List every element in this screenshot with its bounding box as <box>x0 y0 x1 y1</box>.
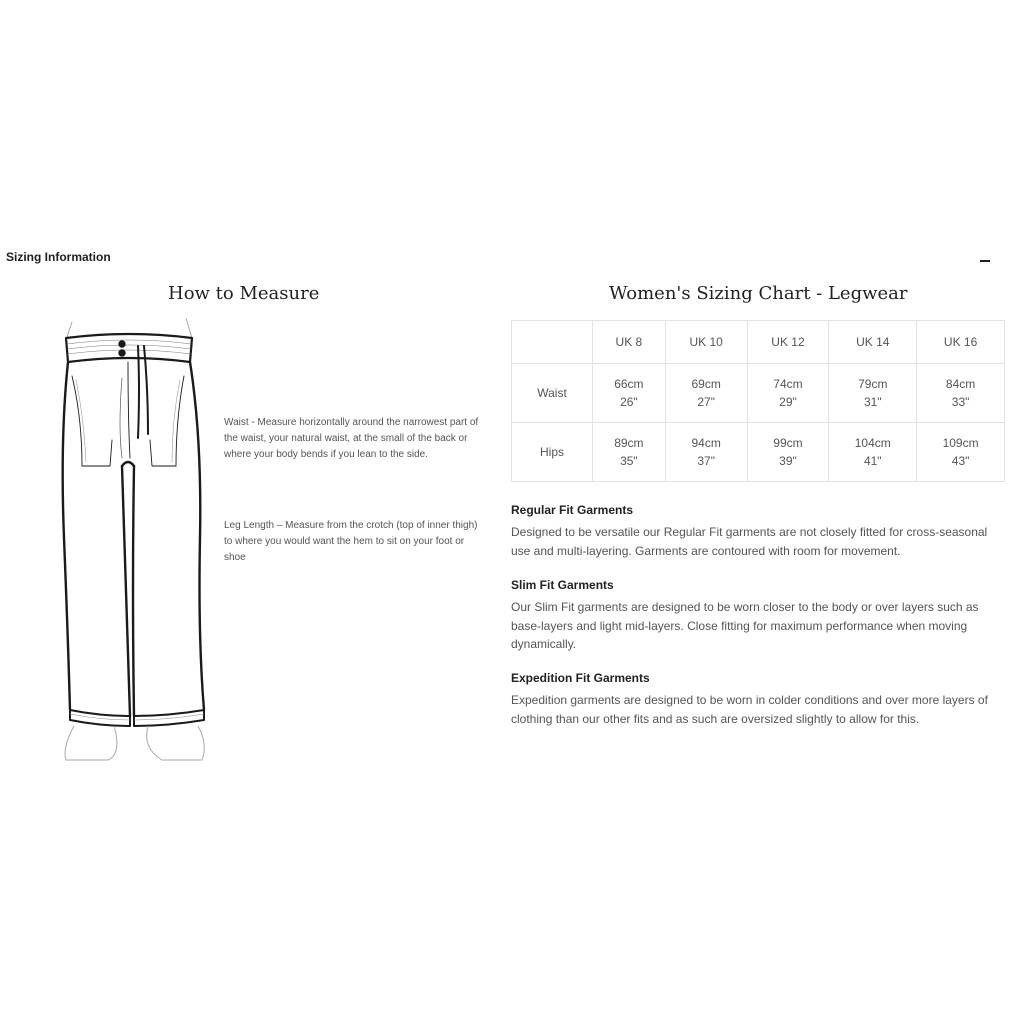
sizing-accordion-header[interactable] <box>6 250 1006 268</box>
accordion-title: Sizing Information <box>6 250 111 264</box>
table-corner-cell <box>512 321 593 364</box>
table-cell: 66cm 26" <box>593 364 666 423</box>
slim-fit-section <box>511 578 1006 654</box>
table-row-waist <box>512 364 1005 423</box>
leg-length-measure-note: Leg Length – Measure from the crotch (top of inner thigh) to where you would want the hem to sit on your foot or shoe <box>224 520 478 563</box>
slim-fit-text: Our Slim Fit garments are designed to be worn closer to the body or over layers such as base-layers and light mid-layers. Close fitting for maximum performance when moving dynamically. <box>511 600 979 651</box>
table-cell: 109cm 43" <box>917 423 1005 482</box>
regular-fit-section <box>511 503 1006 560</box>
size-header: UK 14 <box>829 321 917 364</box>
sizing-chart-heading: Women's Sizing Chart - Legwear <box>609 283 908 304</box>
table-cell: 74cm 29" <box>747 364 829 423</box>
regular-fit-text: Designed to be versatile our Regular Fit garments are not closely fitted for cross-seasonal use and multi-layering. Garments are contoured with room for movement. <box>511 525 988 558</box>
size-header: UK 10 <box>665 321 747 364</box>
row-label: Waist <box>512 364 593 423</box>
table-cell: 69cm 27" <box>665 364 747 423</box>
table-cell: 99cm 39" <box>747 423 829 482</box>
sizing-table <box>511 320 1005 482</box>
table-row-hips <box>512 423 1005 482</box>
table-cell: 84cm 33" <box>917 364 1005 423</box>
size-header: UK 16 <box>917 321 1005 364</box>
collapse-minus-icon[interactable] <box>978 250 994 268</box>
table-cell: 94cm 37" <box>665 423 747 482</box>
table-cell: 79cm 31" <box>829 364 917 423</box>
how-to-measure-heading: How to Measure <box>168 283 320 304</box>
size-header: UK 8 <box>593 321 666 364</box>
regular-fit-title: Regular Fit Garments <box>511 503 634 517</box>
row-label: Hips <box>512 423 593 482</box>
table-header-row <box>512 321 1005 364</box>
trousers-illustration <box>52 318 222 766</box>
table-cell: 89cm 35" <box>593 423 666 482</box>
size-header: UK 12 <box>747 321 829 364</box>
expedition-fit-section <box>511 671 1006 728</box>
waist-measure-note: Waist - Measure horizontally around the narrowest part of the waist, your natural waist, at the small of the back or where your body bends if you lean to the side. <box>224 417 479 460</box>
slim-fit-title: Slim Fit Garments <box>511 578 614 592</box>
expedition-fit-text: Expedition garments are designed to be worn in colder conditions and over more layers of clothing than our other fits and as such are oversized slightly to allow for this. <box>511 693 988 726</box>
table-cell: 104cm 41" <box>829 423 917 482</box>
expedition-fit-title: Expedition Fit Garments <box>511 671 650 685</box>
